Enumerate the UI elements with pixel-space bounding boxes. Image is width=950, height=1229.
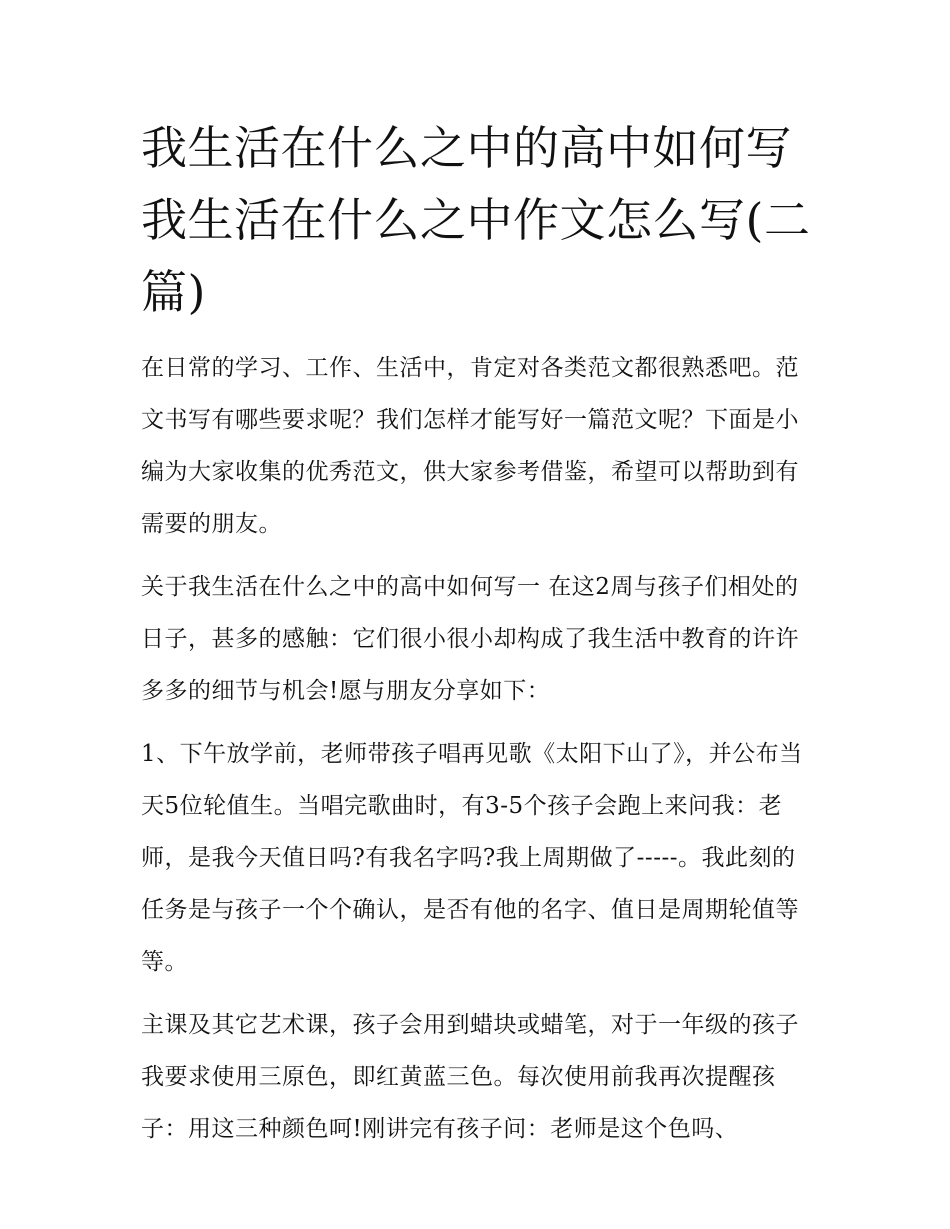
art-class-paragraph: 主课及其它艺术课，孩子会用到蜡块或蜡笔，对于一年级的孩子我要求使用三原色，即红黄蓝三色。每次使用前我再次提醒孩子：用这三种颜色呵!刚讲完有孩子问：老师是这个色吗、 bbox=[141, 1012, 799, 1142]
document-body bbox=[141, 112, 813, 1155]
intro-paragraph: 在日常的学习、工作、生活中，肯定对各类范文都很熟悉吧。范文书写有哪些要求呢？我们怎样才能写好一篇范文呢？下面是小编为大家收集的优秀范文，供大家参考借鉴，希望可以帮助到有需要的朋友。 bbox=[141, 355, 799, 537]
essay-opening-paragraph: 关于我生活在什么之中的高中如何写一 在这2周与孩子们相处的日子，甚多的感触：它们很小很小却构成了我生活中教育的许许多多的细节与机会!愿与朋友分享如下： bbox=[141, 574, 799, 704]
numbered-paragraph-1: 1、下午放学前，老师带孩子唱再见歌《太阳下山了》，并公布当天5位轮值生。当唱完歌曲时，有3-5个孩子会跑上来问我：老师，是我今天值日吗?有我名字吗?我上周期做了-----。我此刻的任务是与孩子一个个确认，是否有他的名字、值日是周期轮值等等。 bbox=[141, 741, 803, 975]
document-title: 我生活在什么之中的高中如何写 我生活在什么之中作文怎么写(二篇) bbox=[141, 121, 811, 319]
